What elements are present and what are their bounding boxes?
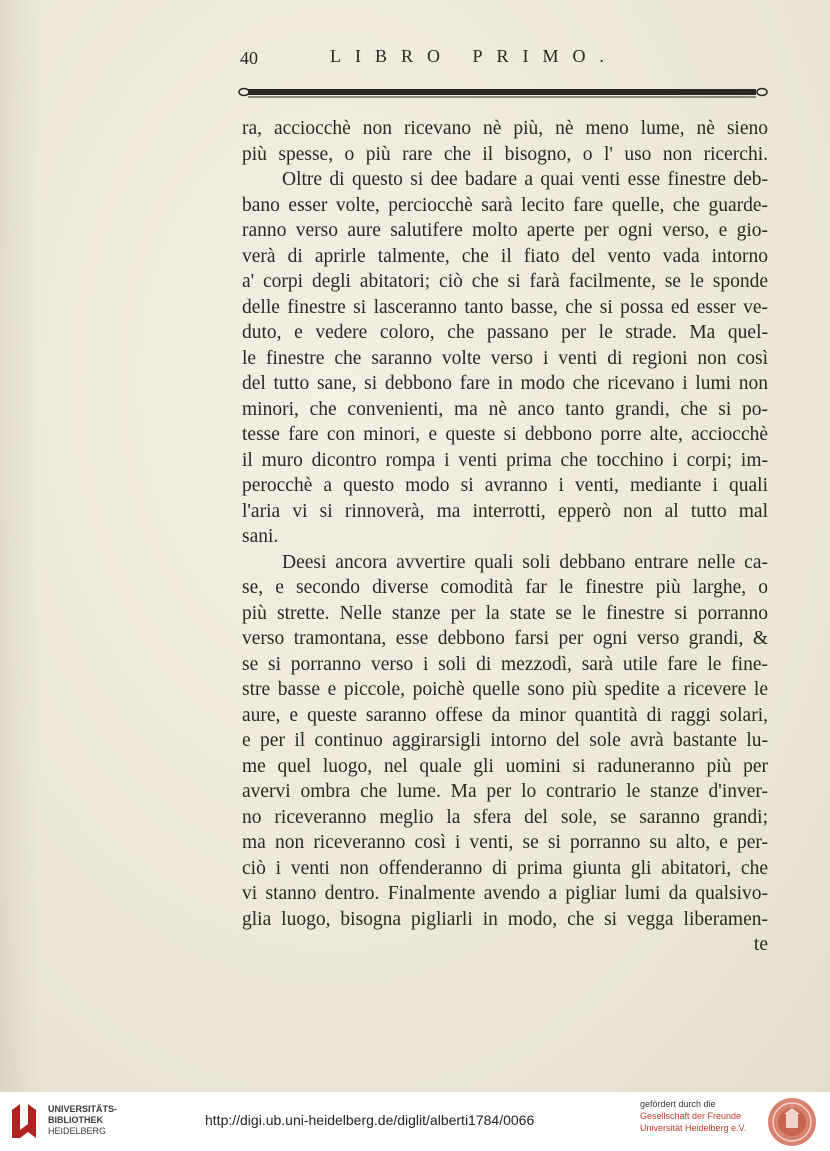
text-line: bano esser volte, perciocchè sarà lecito fare quelle, che guarde-: [242, 194, 768, 216]
catchword: te: [753, 934, 768, 955]
text-line: le finestre che saranno volte verso i venti di regioni non così: [242, 347, 768, 369]
text-line: ciò i venti non offenderanno di prima giunta gli abitatori, che: [242, 857, 768, 879]
text-line: no riceveranno meglio la sfera del sole, se saranno grandi;: [242, 806, 768, 828]
text-line: tesse fare con minori, e queste si debbono porre alte, acciocchè: [242, 424, 768, 445]
text-line: stre basse e piccole, poichè quelle sono più spedite a ricevere le: [242, 679, 768, 700]
text-line: minori, che convenienti, ma nè anco tanto grandi, che si po-: [242, 398, 768, 420]
page-number: 40: [240, 48, 258, 68]
text-line: il muro dicontro rompa i venti prima che tocchino i corpi; im-: [242, 449, 768, 471]
text-line: a' corpi degli abitatori; ciò che si farà facilmente, se le sponde: [242, 271, 768, 292]
library-name[interactable]: [48, 1104, 117, 1137]
decorative-rule: [238, 86, 768, 98]
text-line: ma non riceveranno così i venti, se si porranno su alto, e per-: [242, 832, 768, 853]
text-line: Oltre di questo si dee badare a quai venti esse finestre deb-: [282, 169, 768, 190]
text-line: vi stanno dentro. Finalmente avendo a pigliar lumi da qualsivo-: [242, 883, 768, 904]
text-line: delle finestre si lasceranno tanto basse, che si possa ed esser ve-: [242, 296, 768, 318]
text-line: se si porranno verso i soli di mezzodì, sarà utile fare le fine-: [242, 653, 768, 675]
library-name-line: UNIVERSITÄTS-: [48, 1104, 118, 1114]
text-line: e per il continuo aggirarsigli intorno del sole avrà bastante lu-: [242, 730, 768, 751]
text-line: me quel luogo, nel quale gli uomini si raduneranno più per: [242, 755, 768, 777]
text-line: verso tramontana, esse debbono farsi per ogni verso grandi, &: [242, 628, 768, 649]
library-name-line: BIBLIOTHEK: [48, 1115, 103, 1125]
text-line: glia luogo, bisogna pigliarli in modo, che si vegga liberamen-: [242, 908, 768, 930]
text-line: sani.: [242, 526, 279, 547]
body-text: [242, 116, 768, 958]
text-line: verà di aprirle talmente, che il fiato del vento vada intorno: [242, 245, 768, 267]
viewer-footer: [0, 1092, 830, 1151]
sponsor-org-line: Universität Heidelberg e.V.: [640, 1123, 747, 1133]
library-name-line: HEIDELBERG: [48, 1126, 107, 1136]
university-seal-icon: [766, 1096, 818, 1148]
text-line: se, e secondo diverse comodità far le finestre più larghe, o: [242, 577, 768, 598]
text-line: aure, e queste saranno offese da minor quantità di raggi solari,: [242, 704, 768, 726]
sponsor-org-line: Gesellschaft der Freunde: [640, 1111, 742, 1121]
text-line: ranno verso aure salutifere molto aperte per ogni verso, e gio-: [242, 220, 768, 241]
text-line: perocchè a questo modo si avranno i venti, mediante i quali: [242, 475, 768, 496]
text-line: del tutto sane, si debbono fare in modo che ricevano i lumi non: [242, 373, 768, 394]
university-library-logo-icon[interactable]: [8, 1100, 42, 1142]
sponsor-intro: gefördert durch die: [640, 1099, 716, 1109]
text-line: più spesse, o più rare che il bisogno, o l' uso non ricerchi.: [242, 143, 768, 165]
text-line: avervi ombra che lume. Ma per lo contrario le stanze d'inver-: [242, 781, 768, 802]
sponsor-credit[interactable]: [640, 1098, 746, 1134]
text-line: Deesi ancora avvertire quali soli debbano entrare nelle ca-: [282, 551, 768, 573]
text-line: più strette. Nelle stanze per la state se le finestre si porranno: [242, 602, 768, 624]
text-line: ra, acciocchè non ricevano nè più, nè meno lume, nè sieno: [242, 118, 768, 139]
running-head: LIBRO PRIMO.: [330, 46, 619, 66]
text-line: duto, e vedere coloro, che passano per le strade. Ma quel-: [242, 322, 768, 343]
gutter-shadow: [0, 0, 40, 1092]
text-line: l'aria vi si rinnoverà, ma interrotti, epperò non al tutto mal: [242, 500, 768, 522]
permalink-url[interactable]: http://digi.ub.uni-heidelberg.de/diglit/alberti1784/0066: [205, 1112, 535, 1128]
